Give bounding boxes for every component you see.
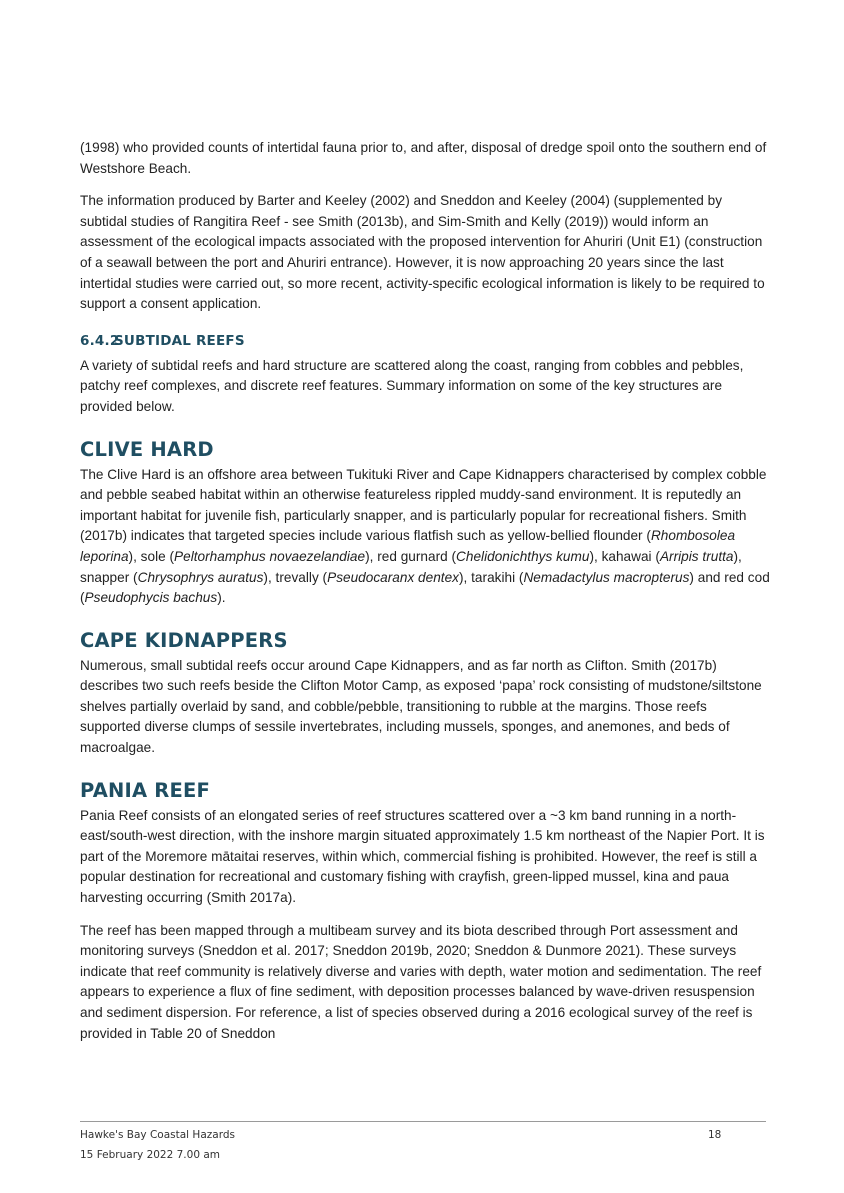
heading-clive-hard: CLIVE HARD xyxy=(80,437,214,461)
footer-divider xyxy=(80,1121,766,1122)
heading-pania-reef: PANIA REEF xyxy=(80,778,211,802)
paragraph-intro: (1998) who provided counts of intertidal fauna prior to, and after, disposal of dredge spoil onto the southern end of Westshore Beach. xyxy=(80,140,767,176)
paragraph-subtidal-reefs: A variety of subtidal reefs and hard structure are scattered along the coast, ranging from cobbles and pebbles, patchy reef complexes, and discrete reef features. Summary information on some of the key structures are provided below. xyxy=(80,357,744,414)
section-heading-subtidal-reefs xyxy=(80,333,770,349)
paragraph-pania-reef-2: The reef has been mapped through a multibeam survey and its biota described through Port assessment and monitoring surveys (Sneddon et al. 2017; Sneddon 2019b, 2020; Sneddon & Dunmore 2021). These surveys indicate that reef community is relatively diverse and varies with depth, water motion and sedimentation. The reef appears to experience a flux of fine sediment, with deposition processes balanced by wave-driven resuspension and sediment dispersion. For reference, a list of species observed during a 2016 ecological survey of the reef is provided in Table 20 of Sneddon xyxy=(80,922,762,1041)
section-number: 6.4.2 xyxy=(80,332,120,349)
page-number: 18 xyxy=(708,1129,722,1141)
page-body xyxy=(80,138,770,1056)
paragraph-pania-reef-1: Pania Reef consists of an elongated series of reef structures scattered over a ~3 km band running in a north-east/south-west direction, with the inshore margin situated approximately 1.5 km northeast of the Napier Port. It is part of the Moremore mātaitai reserves, within which, commercial fishing is prohibited. However, the reef is still a popular destination for recreational and customary fishing with crayfish, green-lipped mussel, kina and paua harvesting occurring (Smith 2017a). xyxy=(80,807,765,906)
footer-title: Hawke's Bay Coastal Hazards xyxy=(80,1129,235,1141)
section-title: SUBTIDAL REEFS xyxy=(114,332,245,349)
paragraph-cape-kidnappers: Numerous, small subtidal reefs occur around Cape Kidnappers, and as far north as Clifton. Smith (2017b) describes two such reefs beside the Clifton Motor Camp, as exposed ‘papa’ rock consisting of mudstone/siltstone shelves partially overlaid by sand, and cobble/pebble, transitioning to rubble at the margins. Those reefs supported diverse clumps of sessile invertebrates, including mussels, sponges, and anemones, and beds of macroalgae. xyxy=(80,657,762,756)
heading-cape-kidnappers: CAPE KIDNAPPERS xyxy=(80,628,288,652)
footer-date: 15 February 2022 7.00 am xyxy=(80,1149,221,1161)
paragraph-information: The information produced by Barter and Keeley (2002) and Sneddon and Keeley (2004) (supplemented by subtidal studies of Rangitira Reef - see Smith (2013b), and Sim-Smith and Kelly (2019)) would inform an assessment of the ecological impacts associated with the proposed intervention for Ahuriri (Unit E1) (construction of a seawall between the port and Ahuriri entrance). However, it is now approaching 20 years since the last intertidal studies were carried out, so more recent, activity-specific ecological information is likely to be required to support a consent application. xyxy=(80,193,765,312)
paragraph-clive-hard: The Clive Hard is an offshore area between Tukituki River and Cape Kidnappers characterised by complex cobble and pebble seabed habitat within an otherwise featureless rippled muddy-sand environment. It is reputedly an important habitat for juvenile fish, particularly snapper, and is particularly popular for recreational fishers. Smith (2017b) indicates that targeted species include various flatfish such as yellow-bellied flounder (Rhombosolea leporina), sole (Peltorhamphus novaezelandiae), red gurnard (Chelidonichthys kumu), kahawai (Arripis trutta), snapper (Chrysophrys auratus), trevally (Pseudocaranx dentex), tarakihi (Nemadactylus macropterus) and red cod (Pseudophycis bachus). xyxy=(80,466,770,606)
